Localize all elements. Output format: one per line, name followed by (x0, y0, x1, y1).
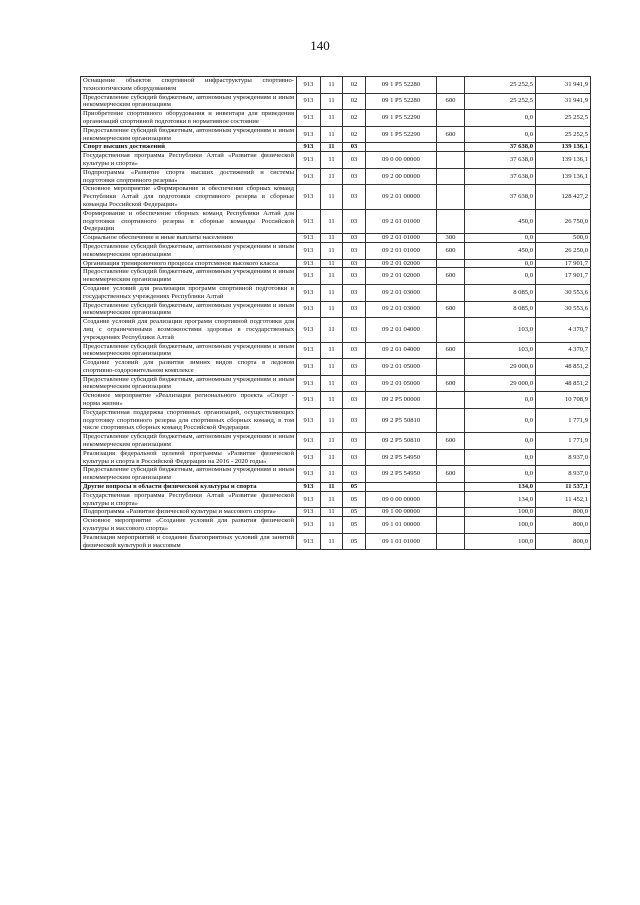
row-target-article-cell: 09 1 P5 52290 (366, 110, 437, 127)
row-subsection-cell: 03 (343, 234, 366, 243)
row-amount-second-cell: 31 941,9 (536, 77, 591, 94)
row-name-cell: Реализация мероприятий и создание благоприятных условий для занятий физической культурой и массовым (81, 533, 297, 550)
row-ministry-code-cell: 913 (297, 433, 321, 450)
row-amount-first-cell: 37 638,0 (465, 168, 536, 185)
row-amount-first-cell: 29 000,0 (465, 375, 536, 392)
row-subsection-cell: 02 (343, 126, 366, 143)
row-target-article-cell: 09 2 01 00000 (366, 185, 437, 209)
row-amount-second-cell: 139 136,1 (536, 143, 591, 152)
row-name-cell: Подпрограмма «Развитие спорта высших достижений и системы подготовки спортивного резерва» (81, 168, 297, 185)
row-amount-second-cell: 139 136,1 (536, 152, 591, 169)
row-ministry-code-cell: 913 (297, 517, 321, 534)
table-row (81, 508, 591, 517)
row-subsection-cell: 05 (343, 517, 366, 534)
row-target-article-cell: 09 2 P5 54950 (366, 466, 437, 483)
row-subsection-cell: 03 (343, 259, 366, 268)
row-ministry-code-cell: 913 (297, 449, 321, 466)
row-subsection-cell: 02 (343, 77, 366, 94)
table-row (81, 449, 591, 466)
row-expense-type-cell (437, 359, 465, 376)
row-target-article-cell: 09 2 01 01000 (366, 242, 437, 259)
row-amount-first-cell: 450,0 (465, 209, 536, 233)
row-amount-second-cell: 11 452,1 (536, 491, 591, 508)
row-amount-second-cell: 4 370,7 (536, 342, 591, 359)
table-row (81, 517, 591, 534)
row-subsection-cell: 03 (343, 209, 366, 233)
table-row (81, 242, 591, 259)
row-target-article-cell (366, 483, 437, 492)
table-row (81, 110, 591, 127)
row-target-article-cell: 09 1 P5 52280 (366, 93, 437, 110)
table-row (81, 375, 591, 392)
row-subsection-cell: 03 (343, 168, 366, 185)
row-target-article-cell: 09 2 01 05000 (366, 359, 437, 376)
row-target-article-cell: 09 2 01 03000 (366, 284, 437, 301)
row-target-article-cell: 09 1 P5 52280 (366, 77, 437, 94)
table-row (81, 185, 591, 209)
row-ministry-code-cell: 913 (297, 110, 321, 127)
row-expense-type-cell: 300 (437, 234, 465, 243)
row-section-cell: 11 (321, 392, 343, 409)
row-amount-second-cell: 25 252,5 (536, 110, 591, 127)
row-expense-type-cell (437, 318, 465, 342)
row-expense-type-cell: 600 (437, 466, 465, 483)
row-ministry-code-cell: 913 (297, 259, 321, 268)
row-name-cell: Основное мероприятие «Реализация регионального проекта «Спорт - норма жизни» (81, 392, 297, 409)
row-amount-first-cell: 8 085,0 (465, 301, 536, 318)
row-section-cell: 11 (321, 284, 343, 301)
row-subsection-cell: 05 (343, 483, 366, 492)
row-target-article-cell: 09 2 01 01000 (366, 234, 437, 243)
row-expense-type-cell (437, 284, 465, 301)
row-target-article-cell: 09 1 01 01000 (366, 533, 437, 550)
row-amount-first-cell: 134,0 (465, 483, 536, 492)
row-name-cell: Спорт высших достижений (81, 143, 297, 152)
row-amount-first-cell: 29 000,0 (465, 359, 536, 376)
row-name-cell: Приобретение спортивного оборудования и инвентаря для приведения организаций спортивной подготовки в нормативное состояние (81, 110, 297, 127)
row-target-article-cell: 09 2 01 01000 (366, 209, 437, 233)
row-amount-second-cell: 8 937,0 (536, 449, 591, 466)
row-target-article-cell: 09 0 00 00000 (366, 152, 437, 169)
row-name-cell: Оснащение объектов спортивной инфраструктуры спортивно-технологическим оборудованием (81, 77, 297, 94)
row-expense-type-cell (437, 185, 465, 209)
row-expense-type-cell: 600 (437, 268, 465, 285)
budget-table-body (81, 77, 591, 550)
row-expense-type-cell (437, 508, 465, 517)
row-ministry-code-cell: 913 (297, 533, 321, 550)
row-amount-second-cell: 31 941,9 (536, 93, 591, 110)
row-expense-type-cell (437, 392, 465, 409)
row-ministry-code-cell: 913 (297, 408, 321, 432)
row-ministry-code-cell: 913 (297, 508, 321, 517)
row-amount-first-cell: 103,0 (465, 318, 536, 342)
row-section-cell: 11 (321, 318, 343, 342)
row-name-cell: Предоставление субсидий бюджетным, автономным учреждениям и иным некоммерческим организациям (81, 268, 297, 285)
row-amount-second-cell: 17 901,7 (536, 259, 591, 268)
row-amount-second-cell: 4 370,7 (536, 318, 591, 342)
row-ministry-code-cell: 913 (297, 318, 321, 342)
row-section-cell: 11 (321, 143, 343, 152)
row-ministry-code-cell: 913 (297, 126, 321, 143)
row-amount-second-cell: 8 937,0 (536, 466, 591, 483)
row-amount-second-cell: 48 851,2 (536, 375, 591, 392)
row-amount-first-cell: 0,0 (465, 126, 536, 143)
row-ministry-code-cell: 913 (297, 185, 321, 209)
row-ministry-code-cell: 913 (297, 359, 321, 376)
row-expense-type-cell (437, 77, 465, 94)
row-subsection-cell: 03 (343, 449, 366, 466)
table-row (81, 143, 591, 152)
row-amount-first-cell: 100,0 (465, 508, 536, 517)
row-subsection-cell: 03 (343, 392, 366, 409)
row-name-cell: Создание условий для реализации программ спортивной подготовки в государственных учреждениях Республики Алтай (81, 284, 297, 301)
row-section-cell: 11 (321, 533, 343, 550)
row-name-cell: Предоставление субсидий бюджетным, автономным учреждениям и иным некоммерческим организациям (81, 126, 297, 143)
row-ministry-code-cell: 913 (297, 77, 321, 94)
row-amount-second-cell: 48 851,2 (536, 359, 591, 376)
row-amount-first-cell: 103,0 (465, 342, 536, 359)
row-target-article-cell: 09 2 01 04000 (366, 342, 437, 359)
row-amount-second-cell: 17 901,7 (536, 268, 591, 285)
row-amount-second-cell: 25 252,5 (536, 126, 591, 143)
row-subsection-cell: 03 (343, 433, 366, 450)
row-expense-type-cell: 600 (437, 375, 465, 392)
row-target-article-cell: 09 2 P5 50810 (366, 433, 437, 450)
row-target-article-cell: 09 2 01 05000 (366, 375, 437, 392)
table-row (81, 209, 591, 233)
row-name-cell: Социальное обеспечение и иные выплаты населению (81, 234, 297, 243)
row-section-cell: 11 (321, 301, 343, 318)
row-ministry-code-cell: 913 (297, 284, 321, 301)
row-expense-type-cell (437, 517, 465, 534)
row-amount-second-cell: 30 553,6 (536, 284, 591, 301)
row-amount-second-cell: 1 771,9 (536, 433, 591, 450)
row-name-cell: Создание условий для реализации программ спортивной подготовки для лиц с ограниченными возможностями здоровья в государственных учреждениях Республики Алтай (81, 318, 297, 342)
row-amount-second-cell: 139 136,1 (536, 168, 591, 185)
row-amount-first-cell: 0,0 (465, 449, 536, 466)
table-row (81, 392, 591, 409)
row-ministry-code-cell: 913 (297, 143, 321, 152)
row-target-article-cell: 09 0 00 00000 (366, 491, 437, 508)
row-section-cell: 11 (321, 433, 343, 450)
row-ministry-code-cell: 913 (297, 483, 321, 492)
row-amount-second-cell: 800,0 (536, 533, 591, 550)
row-expense-type-cell (437, 110, 465, 127)
row-subsection-cell: 05 (343, 491, 366, 508)
row-subsection-cell: 03 (343, 375, 366, 392)
row-amount-first-cell: 100,0 (465, 533, 536, 550)
row-expense-type-cell: 600 (437, 433, 465, 450)
row-subsection-cell: 05 (343, 533, 366, 550)
row-amount-first-cell: 0,0 (465, 259, 536, 268)
row-section-cell: 11 (321, 209, 343, 233)
row-target-article-cell: 09 2 01 03000 (366, 301, 437, 318)
row-name-cell: Создание условий для развития зимних видов спорта в ледовом спортивно-оздоровительном комплексе (81, 359, 297, 376)
budget-table (80, 76, 591, 550)
row-section-cell: 11 (321, 168, 343, 185)
row-ministry-code-cell: 913 (297, 152, 321, 169)
row-section-cell: 11 (321, 359, 343, 376)
row-expense-type-cell: 600 (437, 242, 465, 259)
row-section-cell: 11 (321, 259, 343, 268)
row-amount-first-cell: 0,0 (465, 466, 536, 483)
row-amount-second-cell: 1 771,9 (536, 408, 591, 432)
row-amount-first-cell: 450,0 (465, 242, 536, 259)
row-name-cell: Предоставление субсидий бюджетным, автономным учреждениям и иным некоммерческим организациям (81, 466, 297, 483)
row-subsection-cell: 03 (343, 466, 366, 483)
row-amount-second-cell: 26 750,0 (536, 209, 591, 233)
table-row (81, 301, 591, 318)
row-ministry-code-cell: 913 (297, 93, 321, 110)
row-name-cell: Формирование и обеспечение сборных команд Республики Алтай для подготовки спортивного резерва в сборные команды Российской Федерации (81, 209, 297, 233)
row-amount-first-cell: 37 638,0 (465, 185, 536, 209)
row-section-cell: 11 (321, 185, 343, 209)
row-subsection-cell: 03 (343, 408, 366, 432)
row-expense-type-cell (437, 168, 465, 185)
row-name-cell: Предоставление субсидий бюджетным, автономным учреждениям и иным некоммерческим организациям (81, 433, 297, 450)
row-ministry-code-cell: 913 (297, 209, 321, 233)
row-name-cell: Предоставление субсидий бюджетным, автономным учреждениям и иным некоммерческим организациям (81, 93, 297, 110)
row-name-cell: Предоставление субсидий бюджетным, автономным учреждениям и иным некоммерческим организациям (81, 301, 297, 318)
row-expense-type-cell (437, 152, 465, 169)
row-expense-type-cell (437, 491, 465, 508)
row-target-article-cell: 09 1 01 00000 (366, 517, 437, 534)
row-ministry-code-cell: 913 (297, 168, 321, 185)
row-name-cell: Предоставление субсидий бюджетным, автономным учреждениям и иным некоммерческим организациям (81, 242, 297, 259)
row-section-cell: 11 (321, 93, 343, 110)
row-ministry-code-cell: 913 (297, 342, 321, 359)
page-number: 140 (310, 38, 330, 53)
row-section-cell: 11 (321, 126, 343, 143)
row-expense-type-cell (437, 533, 465, 550)
table-row (81, 491, 591, 508)
row-amount-first-cell: 0,0 (465, 268, 536, 285)
row-name-cell: Подпрограмма «Развитие физической культуры и массового спорта» (81, 508, 297, 517)
row-section-cell: 11 (321, 375, 343, 392)
row-subsection-cell: 02 (343, 110, 366, 127)
row-subsection-cell: 03 (343, 284, 366, 301)
table-row (81, 466, 591, 483)
row-section-cell: 11 (321, 491, 343, 508)
row-amount-second-cell: 10 708,9 (536, 392, 591, 409)
row-expense-type-cell (437, 449, 465, 466)
row-amount-first-cell: 8 085,0 (465, 284, 536, 301)
row-amount-first-cell: 0,0 (465, 392, 536, 409)
row-name-cell: Государственная программа Республики Алтай «Развитие физической культуры и спорта» (81, 491, 297, 508)
row-target-article-cell: 09 2 01 02000 (366, 268, 437, 285)
row-amount-second-cell: 128 427,2 (536, 185, 591, 209)
row-section-cell: 11 (321, 483, 343, 492)
row-amount-second-cell: 26 250,0 (536, 242, 591, 259)
row-name-cell: Реализация федеральной целевой программы «Развитие физической культуры и спорта в Российской Федерации на 2016 - 2020 годы» (81, 449, 297, 466)
row-amount-second-cell: 30 553,6 (536, 301, 591, 318)
row-amount-first-cell: 100,0 (465, 517, 536, 534)
row-target-article-cell: 09 2 P5 00000 (366, 392, 437, 409)
table-row (81, 93, 591, 110)
row-section-cell: 11 (321, 408, 343, 432)
row-ministry-code-cell: 913 (297, 301, 321, 318)
row-section-cell: 11 (321, 508, 343, 517)
table-row (81, 342, 591, 359)
row-amount-first-cell: 25 252,5 (465, 77, 536, 94)
row-expense-type-cell (437, 259, 465, 268)
row-target-article-cell (366, 143, 437, 152)
table-row (81, 359, 591, 376)
row-target-article-cell: 09 2 01 02000 (366, 259, 437, 268)
table-row (81, 126, 591, 143)
row-section-cell: 11 (321, 517, 343, 534)
row-target-article-cell: 09 2 P5 50810 (366, 408, 437, 432)
row-name-cell: Государственная программа Республики Алтай «Развитие физической культуры и спорта» (81, 152, 297, 169)
row-name-cell: Государственная поддержка спортивных организаций, осуществляющих подготовку спортивного резерва для спортивных сборных команд, в том числе спортивных сборных команд Российской Федерации (81, 408, 297, 432)
row-ministry-code-cell: 913 (297, 375, 321, 392)
table-row (81, 168, 591, 185)
row-subsection-cell: 03 (343, 143, 366, 152)
row-target-article-cell: 09 1 P5 52290 (366, 126, 437, 143)
row-expense-type-cell (437, 483, 465, 492)
row-section-cell: 11 (321, 449, 343, 466)
row-ministry-code-cell: 913 (297, 491, 321, 508)
row-subsection-cell: 03 (343, 318, 366, 342)
row-section-cell: 11 (321, 110, 343, 127)
row-expense-type-cell (437, 143, 465, 152)
row-ministry-code-cell: 913 (297, 392, 321, 409)
row-expense-type-cell: 600 (437, 126, 465, 143)
table-row (81, 268, 591, 285)
row-amount-second-cell: 11 537,1 (536, 483, 591, 492)
row-section-cell: 11 (321, 466, 343, 483)
row-subsection-cell: 03 (343, 359, 366, 376)
row-subsection-cell: 03 (343, 185, 366, 209)
row-target-article-cell: 09 2 P5 54950 (366, 449, 437, 466)
table-row (81, 259, 591, 268)
row-subsection-cell: 03 (343, 268, 366, 285)
row-subsection-cell: 03 (343, 342, 366, 359)
row-section-cell: 11 (321, 152, 343, 169)
row-ministry-code-cell: 913 (297, 466, 321, 483)
table-row (81, 234, 591, 243)
row-amount-first-cell: 0,0 (465, 110, 536, 127)
row-target-article-cell: 09 1 00 00000 (366, 508, 437, 517)
row-target-article-cell: 09 2 00 00000 (366, 168, 437, 185)
row-amount-second-cell: 800,0 (536, 517, 591, 534)
row-amount-second-cell: 800,0 (536, 508, 591, 517)
row-expense-type-cell: 600 (437, 93, 465, 110)
row-name-cell: Основное мероприятие «Формирование и обеспечение сборных команд Республики Алтай для подготовки спортивного резерва в сборные команды Российской Федерации» (81, 185, 297, 209)
row-expense-type-cell (437, 408, 465, 432)
row-expense-type-cell: 600 (437, 301, 465, 318)
row-amount-first-cell: 37 638,0 (465, 152, 536, 169)
row-expense-type-cell: 600 (437, 342, 465, 359)
row-amount-first-cell: 134,0 (465, 491, 536, 508)
table-row (81, 483, 591, 492)
row-section-cell: 11 (321, 242, 343, 259)
row-amount-second-cell: 500,0 (536, 234, 591, 243)
row-subsection-cell: 03 (343, 152, 366, 169)
row-section-cell: 11 (321, 342, 343, 359)
row-name-cell: Предоставление субсидий бюджетным, автономным учреждениям и иным некоммерческим организациям (81, 342, 297, 359)
table-row (81, 433, 591, 450)
row-ministry-code-cell: 913 (297, 268, 321, 285)
row-name-cell: Другие вопросы в области физической культуры и спорта (81, 483, 297, 492)
row-expense-type-cell (437, 209, 465, 233)
table-row (81, 318, 591, 342)
table-row (81, 77, 591, 94)
table-row (81, 152, 591, 169)
table-row (81, 408, 591, 432)
row-name-cell: Организация тренировочного процесса спортсменов высокого класса (81, 259, 297, 268)
row-target-article-cell: 09 2 01 04000 (366, 318, 437, 342)
table-row (81, 533, 591, 550)
row-ministry-code-cell: 913 (297, 234, 321, 243)
row-section-cell: 11 (321, 268, 343, 285)
row-amount-first-cell: 0,0 (465, 408, 536, 432)
table-row (81, 284, 591, 301)
row-amount-first-cell: 37 638,0 (465, 143, 536, 152)
row-amount-first-cell: 25 252,5 (465, 93, 536, 110)
row-subsection-cell: 05 (343, 508, 366, 517)
row-subsection-cell: 03 (343, 301, 366, 318)
row-section-cell: 11 (321, 234, 343, 243)
row-ministry-code-cell: 913 (297, 242, 321, 259)
row-subsection-cell: 03 (343, 242, 366, 259)
row-amount-first-cell: 0,0 (465, 234, 536, 243)
row-name-cell: Основное мероприятие «Создание условий для развития физической культуры и массового спорта» (81, 517, 297, 534)
row-amount-first-cell: 0,0 (465, 433, 536, 450)
row-name-cell: Предоставление субсидий бюджетным, автономным учреждениям и иным некоммерческим организациям (81, 375, 297, 392)
row-section-cell: 11 (321, 77, 343, 94)
row-subsection-cell: 02 (343, 93, 366, 110)
